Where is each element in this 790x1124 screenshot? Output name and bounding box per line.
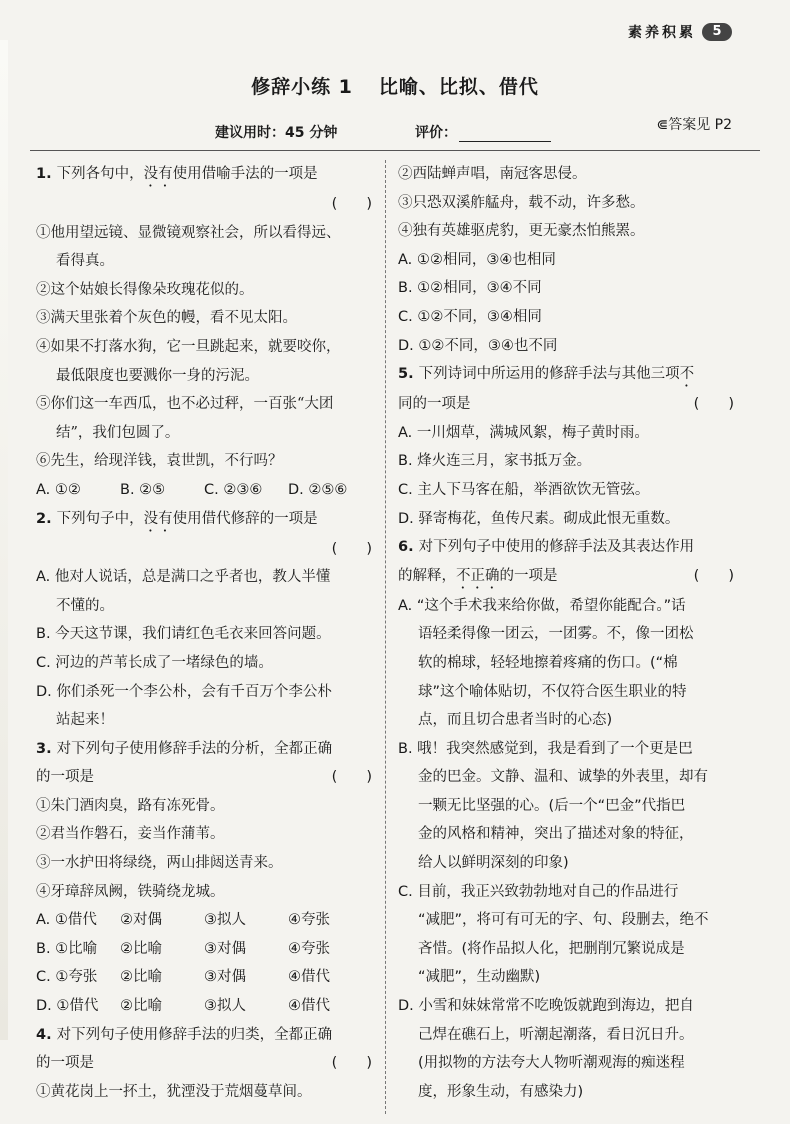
option-line: 软的棉球，轻轻地擦着疼痛的伤口。(“棉 [418, 654, 678, 671]
option-item: ④借代 [288, 969, 330, 986]
emphasis-text: 不 [679, 366, 695, 383]
sentence-line: ⑤你们这一车西瓜，也不必过秤，一百张“大团 [36, 396, 334, 413]
stem-text: 同的一项是 [398, 396, 471, 413]
stem-text: 使用借喻手法的一项是 [172, 166, 318, 182]
option-line: 己焊在礁石上，听潮起潮落，看日沉日升。 [418, 1026, 694, 1043]
option-item: A. ①借代 [36, 912, 97, 929]
sentence-line: ②西陆蝉声唱，南冠客思侵。 [398, 166, 587, 182]
question-stem [36, 160, 372, 190]
option-line: B. 今天这节课，我们请红色毛衣来回答问题。 [36, 626, 331, 643]
option-line: (用拟物的方法夸大人物听潮观海的痴迷程 [418, 1055, 685, 1072]
question-stem [36, 735, 372, 764]
column-divider [385, 160, 386, 1114]
option-line: 一颗无比坚强的心。(后一个“巴金”代指巴 [418, 797, 686, 814]
option-item: ③拟人 [204, 912, 246, 929]
option-line: C. 主人下马客在船，举酒欲饮无管弦。 [398, 481, 650, 498]
option-item: ③对偶 [204, 940, 246, 957]
option-item: ②比喻 [120, 969, 162, 986]
sentence-line: ④独有英雄驱虎豹，更无豪杰怕熊罴。 [398, 223, 645, 240]
option-line: 球”这个喻体贴切，不仅符合医生职业的特 [418, 683, 687, 700]
question-stem-cont [36, 1049, 372, 1078]
title-part2: 比喻、比拟、借代 [378, 76, 539, 98]
option-line: 金的巴金。文静、温和、诚挚的外表里，却有 [418, 769, 708, 786]
option-line: “减肥”，将可有可无的字、句、段删去，绝不 [418, 912, 709, 929]
section-header [628, 22, 732, 42]
answer-bracket-line [36, 190, 372, 219]
rating-blank-line[interactable] [459, 127, 551, 142]
option-item: ②比喻 [120, 998, 162, 1015]
option-line: B. 烽火连三月，家书抵万金。 [398, 453, 592, 470]
question-number: 3. [36, 740, 57, 757]
option-item: ③对偶 [204, 969, 246, 986]
rating-field [415, 122, 551, 142]
answer-bracket: ( ) [693, 567, 734, 584]
question-stem-cont [398, 390, 734, 419]
option-line: C. 目前，我正兴致勃勃地对自己的作品进行 [398, 883, 679, 900]
left-column [36, 160, 372, 1106]
emphasis-text: 没有 [143, 166, 173, 182]
question-number: 2. [36, 510, 57, 527]
option-item: ②比喻 [120, 940, 162, 957]
sentence-line: ①朱门酒肉臭，路有冻死骨。 [36, 797, 225, 814]
question-stem [398, 360, 734, 390]
option-line: A. “这个手术我来给你做，希望你能配合。”话 [398, 597, 686, 614]
option-row [36, 963, 372, 992]
stem-text: 下列诗词中所运用的修辞手法与其他三项 [418, 366, 680, 383]
option-line: 语轻柔得像一团云，一团雾。不，像一团松 [418, 626, 694, 643]
stem-text: 的一项是 [36, 1055, 94, 1072]
option-line: D. ①②不同，③④也不同 [398, 337, 558, 354]
stem-text: 的一项是 [499, 567, 558, 584]
option-item: ②对偶 [120, 912, 162, 929]
stem-text: 对下列句子使用修辞手法的归类，全都正确 [56, 1026, 333, 1043]
stem-text: 对下列句子使用修辞手法的分析，全都正确 [56, 740, 333, 757]
stem-text: 使用借代修辞的一项是 [172, 510, 318, 527]
sentence-line: ⑥先生，给现洋钱，袁世凯，不行吗？ [36, 453, 283, 470]
option-line: C. ①②不同，③④相同 [398, 308, 542, 325]
option-line: 吝惜。(将作品拟人化，把删削冗繁说成是 [418, 940, 685, 957]
option-line: D. 你们杀死一个李公朴，会有千百万个李公朴 [36, 683, 332, 700]
question-stem [36, 1021, 372, 1050]
option-line: B. 哦！我突然感觉到，我是看到了一个更是巴 [398, 740, 693, 757]
sentence-line: ③满天里张着个灰色的幔，看不见太阳。 [36, 310, 297, 327]
sentence-line: ②君当作磐石，妾当作蒲苇。 [36, 826, 225, 843]
option-item: ④夸张 [288, 912, 330, 929]
sentence-line: ④如果不打落水狗，它一旦跳起来，就要咬你， [36, 338, 341, 355]
option-item: D. ①借代 [36, 998, 99, 1015]
sentence-line: ③只恐双溪舴艋舟，载不动，许多愁。 [398, 194, 645, 211]
option-row [36, 906, 372, 935]
option-line: 站起来！ [56, 712, 114, 729]
sentence-line: ③一水护田将绿绕，两山排闼送青来。 [36, 855, 283, 872]
answer-bracket: ( ) [331, 540, 372, 557]
option-line: “减肥”，生动幽默) [418, 969, 541, 986]
option-line: 给人以鲜明深刻的印象) [418, 855, 569, 872]
answer-reference: ⋐答案见 P2 [656, 117, 732, 133]
question-stem [398, 533, 734, 562]
suggested-time: 建议用时：45 分钟 [215, 125, 338, 141]
option-item: B. ②⑤ [120, 481, 166, 498]
option-line: A. 一川烟草，满城风絮，梅子黄时雨。 [398, 424, 649, 441]
option-item: ③拟人 [204, 998, 246, 1015]
option-line: A. ①②相同，③④也相同 [398, 251, 556, 268]
option-line: C. 河边的芦苇长成了一堵绿色的墙。 [36, 654, 273, 671]
option-line: 不懂的。 [56, 597, 114, 614]
stem-text: 下列句子中， [56, 510, 144, 527]
option-item: A. ①② [36, 481, 81, 498]
rating-label: 评价： [415, 125, 457, 141]
option-line: 金的风格和精神，突出了描述对象的特征， [418, 826, 694, 843]
sentence-line: ④牙璋辞凤阙，铁骑绕龙城。 [36, 883, 225, 900]
stem-text: 对下列句子中使用的修辞手法及其表达作用 [418, 539, 695, 556]
emphasis-text: 没有 [143, 510, 173, 527]
answer-bracket: ( ) [693, 396, 734, 413]
question-stem-cont [36, 763, 372, 792]
answer-bracket: ( ) [331, 196, 372, 212]
option-line: A. 他对人说话，总是满口之乎者也，教人半懂 [36, 569, 331, 586]
sentence-line: ①他用望远镜、显微镜观察社会，所以看得远、 [36, 224, 341, 241]
option-item: C. ②③⑥ [204, 481, 263, 498]
option-item: B. ①比喻 [36, 940, 98, 957]
option-line: D. 驿寄梅花，鱼传尺素。砌成此恨无重数。 [398, 510, 680, 527]
emphasis-text: 不正确 [456, 567, 500, 584]
option-line: 点，而且切合患者当时的心态) [418, 712, 613, 729]
question-number: 5. [398, 366, 419, 383]
page-number-badge: 5 [702, 23, 732, 41]
option-item: ④夸张 [288, 940, 330, 957]
right-column [398, 160, 734, 1106]
option-row [36, 935, 372, 964]
sentence-line: 结”，我们包圆了。 [56, 424, 180, 441]
option-line: 度，形象生动，有感染力) [418, 1083, 584, 1100]
answer-bracket: ( ) [331, 769, 372, 786]
sentence-line: 最低限度也要溅你一身的污泥。 [56, 367, 259, 384]
stem-text: 的解释， [398, 567, 456, 584]
sentence-line: ①黄花岗上一抔土，犹湮没于荒烟蔓草间。 [36, 1083, 312, 1100]
header-rule [30, 150, 760, 151]
option-item: C. ①夸张 [36, 969, 98, 986]
answer-bracket: ( ) [331, 1055, 372, 1072]
question-number: 4. [36, 1026, 57, 1043]
question-number: 1. [36, 166, 57, 182]
option-item: D. ②⑤⑥ [288, 481, 348, 498]
title-part1: 修辞小练 1 [251, 76, 353, 98]
stem-text: 下列各句中， [56, 166, 144, 182]
option-line: D. 小雪和妹妹常常不吃晚饭就跑到海边，把自 [398, 998, 694, 1015]
stem-text: 的一项是 [36, 769, 94, 786]
answer-bracket-line [36, 535, 372, 564]
option-row [36, 476, 372, 505]
option-item: ④借代 [288, 998, 330, 1015]
page-title [0, 72, 790, 99]
option-row [36, 992, 372, 1021]
page-edge-shadow [0, 40, 8, 1040]
section-label: 素养积累 [628, 25, 696, 41]
question-number: 6. [398, 539, 419, 556]
question-stem [36, 505, 372, 535]
option-line: B. ①②相同，③④不同 [398, 280, 542, 297]
question-stem-cont [398, 562, 734, 592]
sentence-line: ②这个姑娘长得像朵玫瑰花似的。 [36, 281, 254, 298]
sentence-line: 看得真。 [56, 253, 114, 270]
